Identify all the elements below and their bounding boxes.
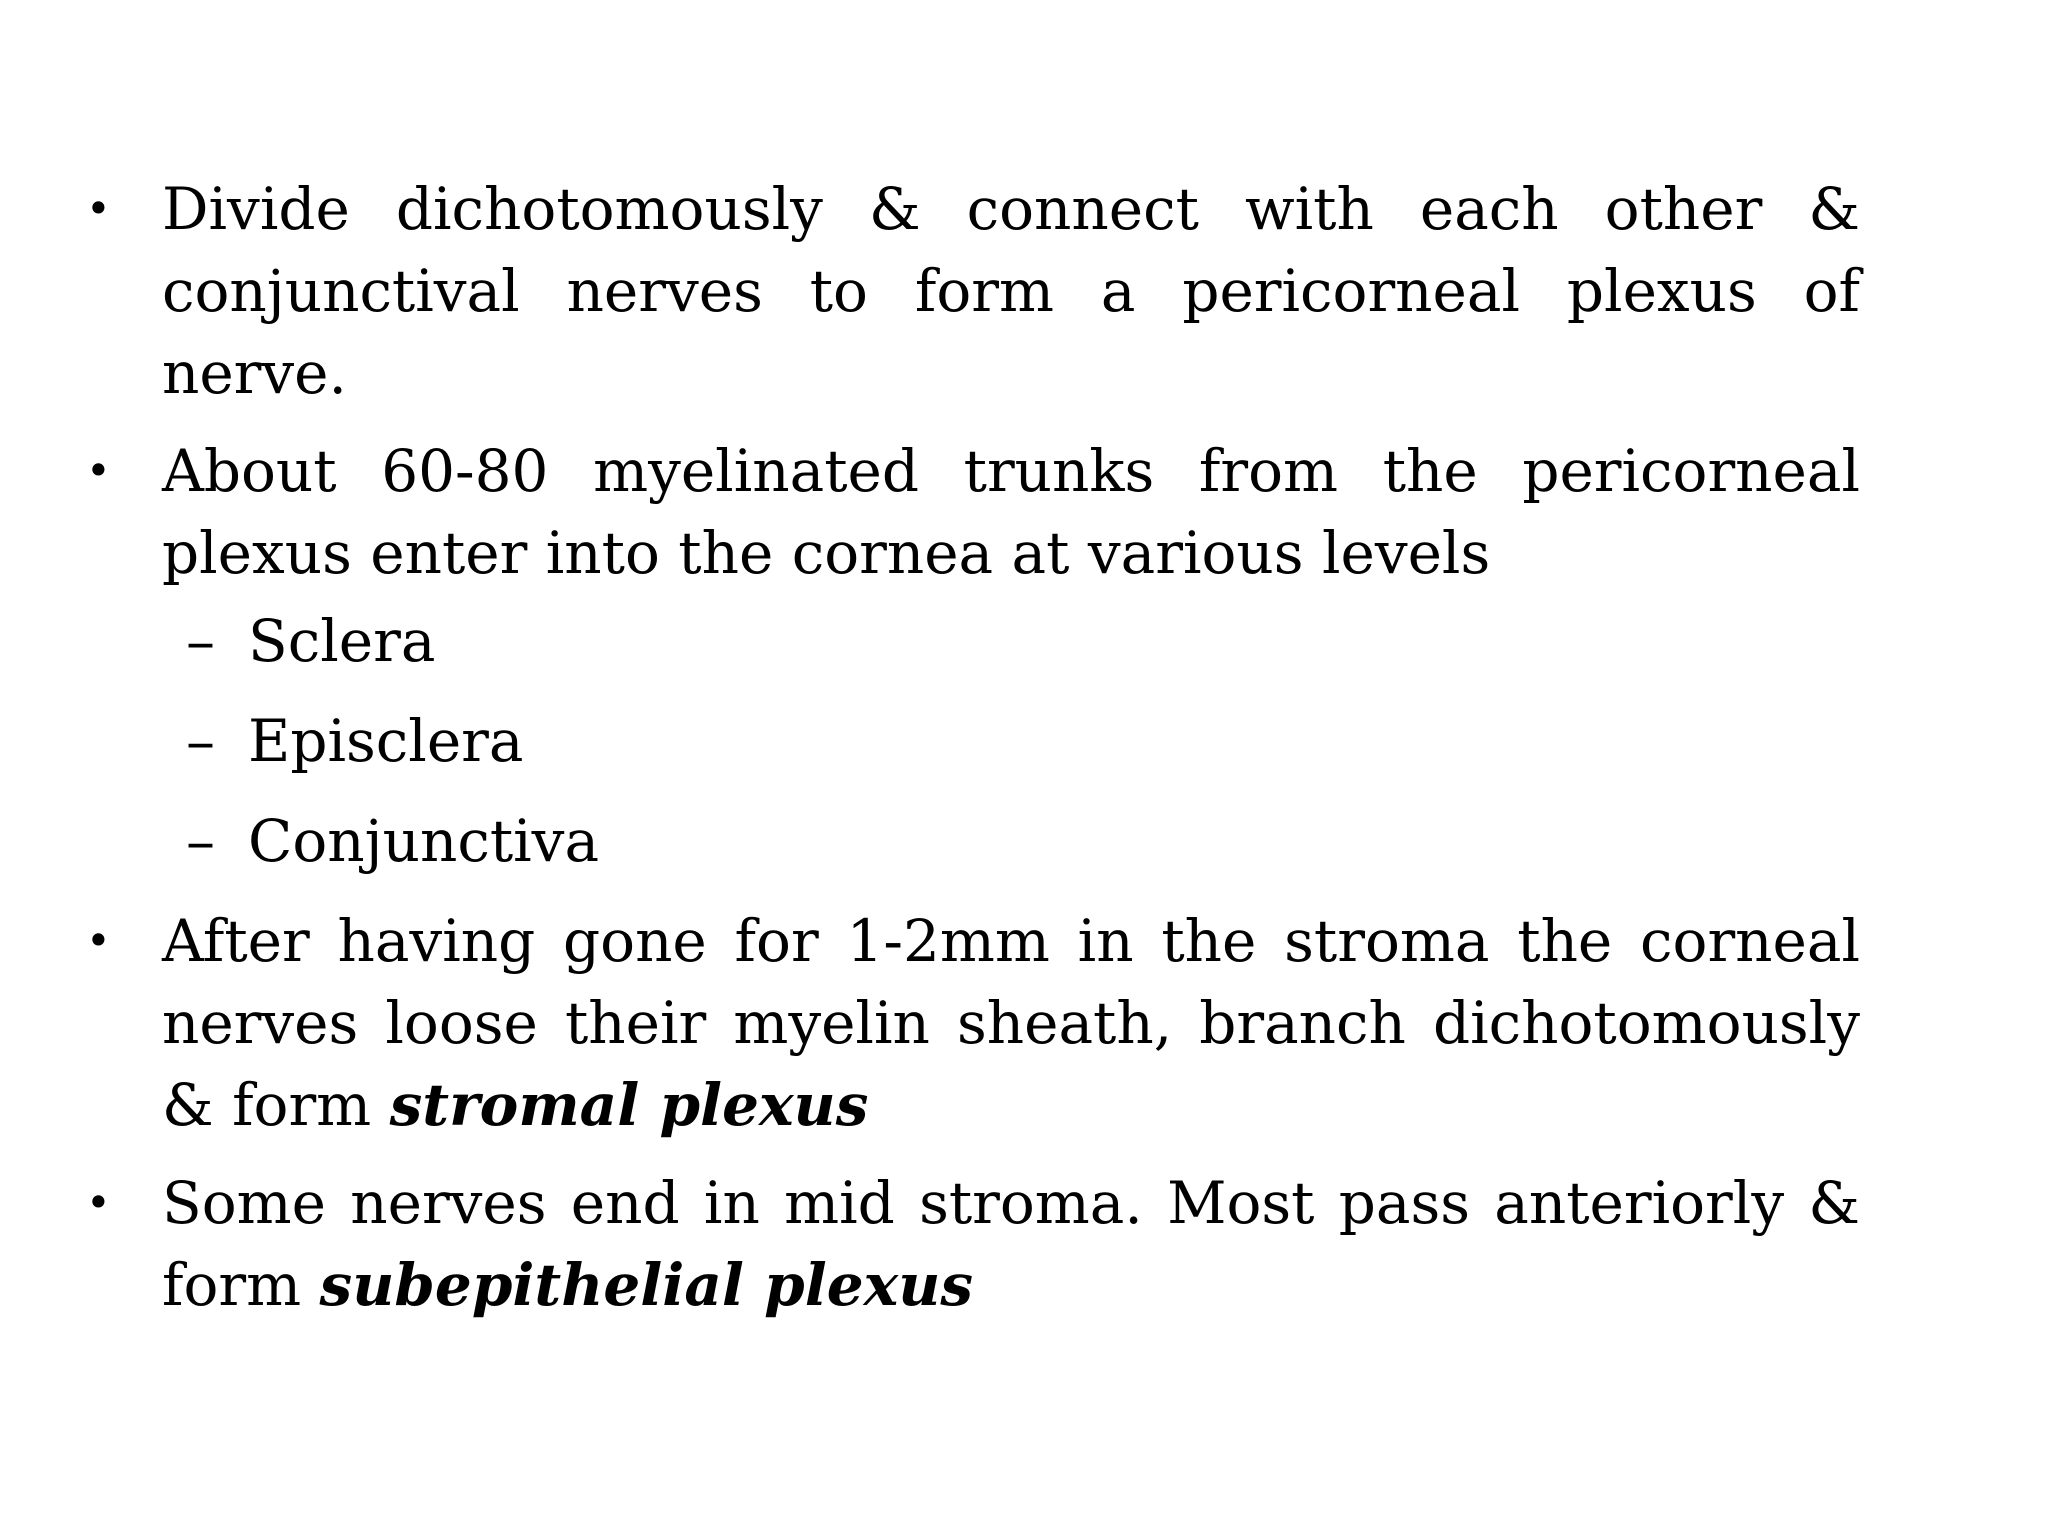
dash-marker: – (186, 707, 215, 775)
bullet-text: About 60-80 myelinated trunks from the pericorneal plexus enter into the cornea at various levels (162, 437, 1860, 587)
bullet-item (80, 168, 1860, 414)
dash-marker: – (186, 607, 215, 675)
bullet-list (80, 168, 1860, 1326)
bullet-text: After having gone for 1-2mm in the stroma the corneal nerves loose their myelin sheath, branch dichotomously & form (162, 907, 1860, 1139)
emphasized-term: stromal plexus (389, 1071, 869, 1139)
sub-list (162, 600, 1860, 882)
emphasized-term: subepithelial plexus (319, 1251, 974, 1319)
slide-content (80, 168, 1860, 1342)
sub-item-text: Episclera (248, 707, 524, 775)
bullet-marker: • (86, 1178, 111, 1227)
bullet-text: Divide dichotomously & connect with each other & conjunctival nerves to form a pericorneal plexus of nerve. (162, 175, 1860, 407)
bullet-text: Some nerves end in mid stroma. Most pass anteriorly & form (162, 1169, 1860, 1319)
bullet-item (80, 900, 1860, 1146)
sub-item-text: Conjunctiva (248, 807, 600, 875)
sub-item (80, 600, 1860, 682)
bullet-marker: • (86, 916, 111, 965)
sub-item (80, 800, 1860, 882)
bullet-item (80, 1162, 1860, 1326)
sub-item-text: Sclera (248, 607, 436, 675)
bullet-marker: • (86, 446, 111, 495)
dash-marker: – (186, 807, 215, 875)
bullet-marker: • (86, 184, 111, 233)
sub-item (80, 700, 1860, 782)
bullet-item (80, 430, 1860, 882)
